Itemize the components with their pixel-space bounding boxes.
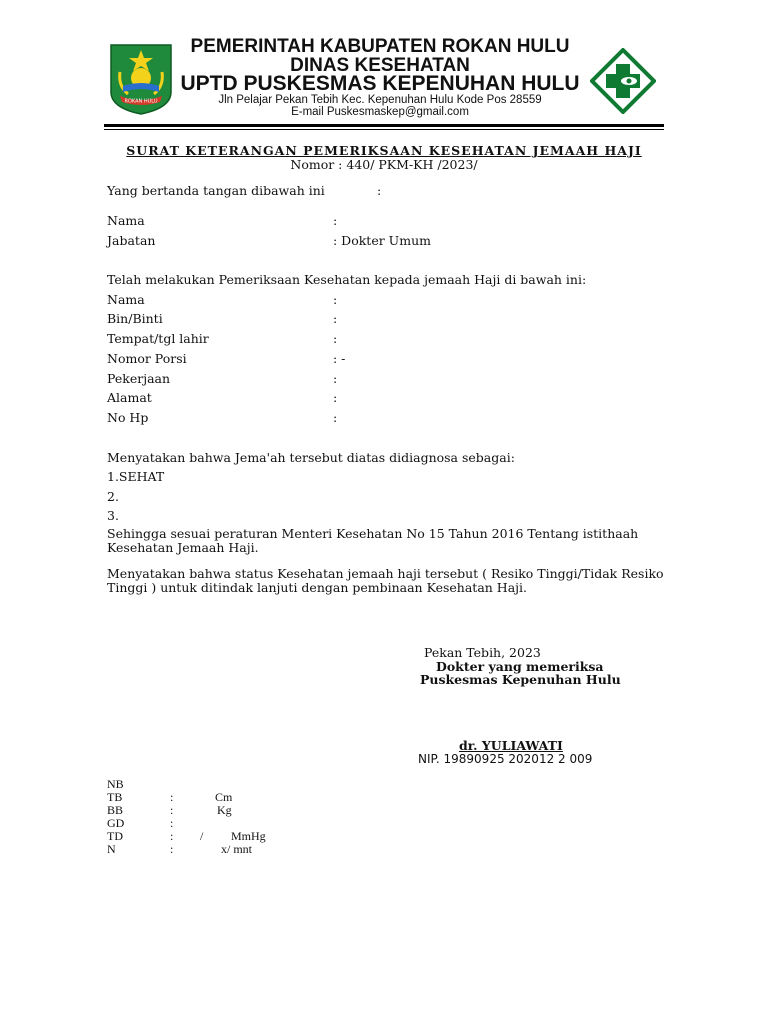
diagnosis-item: 1.SEHAT [107, 469, 165, 484]
patient-porsi-label: Nomor Porsi [107, 351, 187, 366]
note-unit: Kg [217, 803, 232, 817]
patient-porsi-value: : - [333, 351, 346, 366]
patient-name-value: : [333, 292, 338, 307]
diagnosis-intro: Menyatakan bahwa Jema'ah tersebut diatas didiagnosa sebagai: [107, 450, 515, 465]
signer-position-label: Jabatan [107, 233, 156, 248]
patient-job-label: Pekerjaan [107, 371, 171, 386]
diagnosis-item: 3. [107, 508, 119, 523]
emblem-banner-text: ROKAN HULU [124, 98, 158, 105]
institution-email: E-mail Puskesmaskep@gmail.com [291, 106, 469, 118]
patient-parent-label: Bin/Binti [107, 311, 163, 326]
note-label: TB [107, 790, 123, 804]
exam-intro: Telah melakukan Pemeriksaan Kesehatan kepada jemaah Haji di bawah ini: [107, 272, 587, 287]
header-divider-thin [104, 129, 664, 130]
doctor-nip: NIP. 19890925 202012 2 009 [418, 752, 593, 766]
patient-parent-value: : [333, 311, 338, 326]
note-colon: : [170, 790, 174, 804]
department-name: DINAS KESEHATAN [290, 55, 470, 76]
government-name: PEMERINTAH KABUPATEN ROKAN HULU [190, 36, 570, 57]
patient-address-label: Alamat [107, 390, 152, 405]
doctor-name: dr. YULIAWATI [459, 738, 563, 753]
intro-text: Yang bertanda tangan dibawah ini [107, 183, 325, 198]
note-colon: : [170, 829, 174, 843]
status-paragraph: Menyatakan bahwa status Kesehatan jemaah haji tersebut ( Resiko Tinggi/Tidak Resiko Tinggi ) untuk ditindak lanjuti dengan pembinaan Kesehatan Haji. [107, 566, 664, 595]
patient-birth-label: Tempat/tgl lahir [107, 331, 209, 346]
place-date: Pekan Tebih, 2023 [424, 645, 541, 660]
patient-address-value: : [333, 390, 338, 405]
document-title: SURAT KETERANGAN PEMERIKSAAN KESEHATAN JEMAAH HAJI [126, 143, 642, 158]
diagnosis-item: 2. [107, 489, 119, 504]
note-unit: MmHg [231, 829, 266, 843]
institution-address: Jln Pelajar Pekan Tebih Kec. Kepenuhan Hulu Kode Pos 28559 [218, 94, 542, 106]
note-unit: x/ mnt [221, 842, 253, 856]
signer-institution: Puskesmas Kepenuhan Hulu [420, 672, 621, 687]
patient-name-label: Nama [107, 292, 145, 307]
note-colon: : [170, 803, 174, 817]
signer-role: Dokter yang memeriksa [436, 659, 604, 674]
note-unit: Cm [215, 790, 233, 804]
note-mid: / [200, 829, 204, 843]
regulation-paragraph: Sehingga sesuai peraturan Menteri Kesehatan No 15 Tahun 2016 Tentang istithaah Kesehatan Jemaah Haji. [107, 526, 639, 555]
note-label: GD [107, 816, 125, 830]
signer-position-value: : Dokter Umum [333, 233, 431, 248]
intro-colon: : [377, 183, 382, 198]
patient-phone-label: No Hp [107, 410, 149, 425]
notes-heading: NB [107, 777, 124, 791]
note-colon: : [170, 816, 174, 830]
puskesmas-cross-icon [590, 48, 656, 114]
patient-birth-value: : [333, 331, 338, 346]
patient-job-value: : [333, 371, 338, 386]
note-label: BB [107, 803, 124, 817]
document-number: Nomor : 440/ PKM-KH /2023/ [290, 157, 478, 172]
patient-phone-value: : [333, 410, 338, 425]
note-label: TD [107, 829, 123, 843]
institution-name: UPTD PUSKESMAS KEPENUHAN HULU [180, 72, 580, 95]
header-divider-thick [104, 124, 664, 127]
signer-name-value: : [333, 213, 338, 228]
signer-name-label: Nama [107, 213, 145, 228]
note-colon: : [170, 842, 174, 856]
note-label: N [107, 842, 116, 856]
